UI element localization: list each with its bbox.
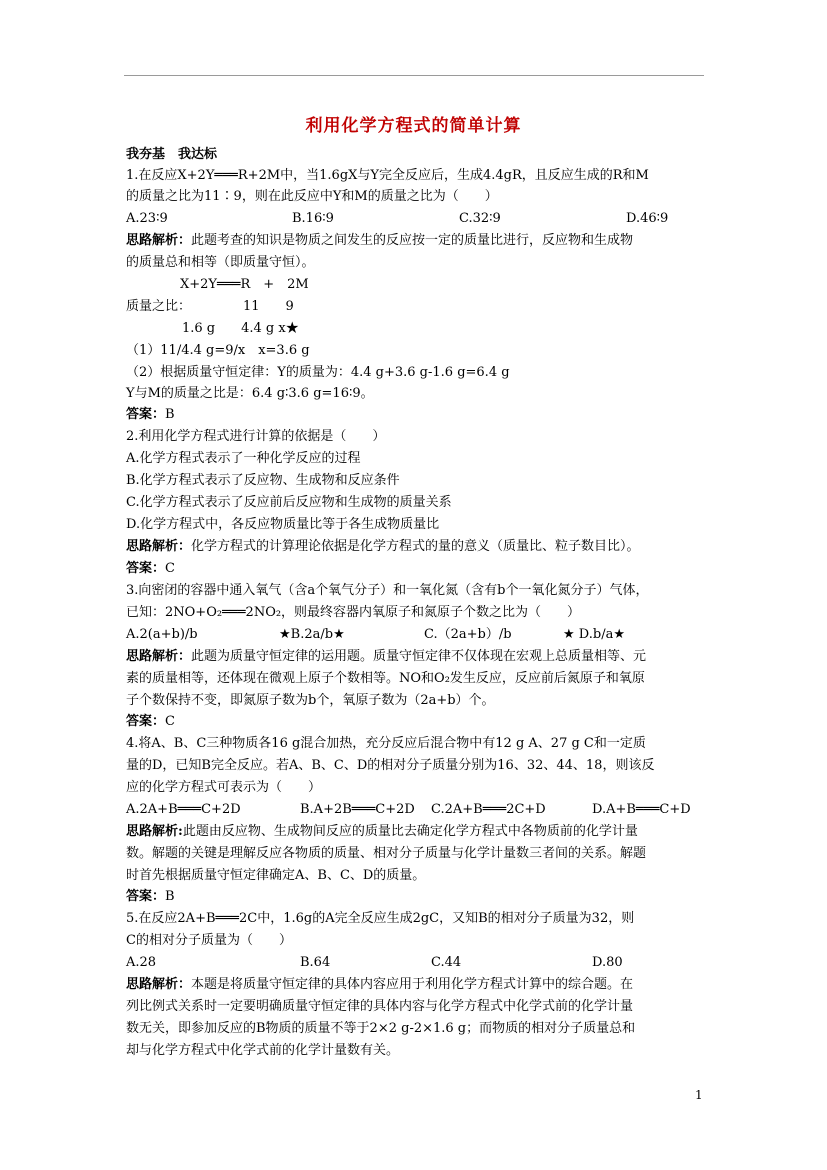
q1-option-c: C.32∶9	[459, 211, 501, 226]
q4-option-c: C.2A+B═══2C+D	[431, 802, 546, 817]
q3-answer	[126, 712, 175, 732]
section-heading: 我夯基 我达标	[126, 147, 218, 162]
q4-stem-line3: 应的化学方程式可表示为（ ）	[126, 780, 322, 795]
q5-option-a: A.28	[126, 955, 157, 970]
q2-stem: 2.利用化学方程式进行计算的依据是（ ）	[126, 429, 386, 444]
q1-option-a: A.23∶9	[126, 211, 168, 226]
q1-equation: X+2Y═══R + 2M	[180, 277, 309, 292]
q4-analysis-line3: 时首先根据质量守恒定律确定A、B、C、D的质量。	[126, 868, 426, 883]
q1-analysis-label: 思路解析：	[126, 233, 192, 248]
q3-option-b: ★B.2a/b★	[279, 627, 345, 642]
q5-analysis-line4: 却与化学方程式中化学式前的化学计量数有关。	[126, 1043, 400, 1058]
q2-answer-value: C	[165, 561, 175, 576]
q1-answer	[126, 405, 175, 425]
q4-option-d: D.A+B═══C+D	[592, 802, 691, 817]
q2-option-b: B.化学方程式表示了反应物、生成物和反应条件	[126, 473, 400, 488]
q4-option-b: B.A+2B═══C+2D	[300, 802, 415, 817]
q1-stem-line2: 的质量之比为11∶9，则在此反应中Y和M的质量之比为（ ）	[126, 189, 498, 204]
q4-analysis-text: 此题由反应物、生成物间反应的质量比去确定化学方程式中各物质前的化学计量	[182, 824, 638, 839]
q5-analysis-line3: 数无关，即参加反应的B物质的质量不等于2×2 g-2×1.6 g；而物质的相对分子质量总和	[126, 1021, 636, 1036]
q4-analysis-label: 思路解析:	[126, 824, 183, 839]
q3-answer-value: C	[165, 714, 175, 729]
q3-stem-line1: 3.向密闭的容器中通入氧气（含a个氧气分子）和一氧化氮（含有b个一氧化氮分子）气体，	[126, 583, 649, 598]
q3-analysis-label: 思路解析：	[126, 649, 192, 664]
q1-answer-label: 答案：	[126, 407, 166, 422]
q4-option-a: A.2A+B═══C+2D	[126, 802, 241, 817]
q4-analysis-line2: 数。解题的关键是理解反应各物质的质量、相对分子质量与化学计量数三者间的关系。解题	[126, 846, 647, 861]
q3-analysis-line2: 素的质量相等，还体现在微观上原子个数相等。NO和O₂发生反应，反应前后氮原子和氧原	[126, 671, 645, 686]
q1-analysis-text: 此题考查的知识是物质之间发生的反应按一定的质量比进行，反应物和生成物	[191, 233, 634, 248]
q2-analysis	[126, 537, 640, 557]
q1-step3: Y与M的质量之比是：6.4 g∶3.6 g=16∶9。	[126, 386, 374, 401]
q2-answer	[126, 559, 175, 579]
q3-stem-line2: 已知：2NO+O₂═══2NO₂，则最终容器内氧原子和氮原子个数之比为（ ）	[126, 605, 581, 620]
q1-masses: 1.6 g 4.4 g x★	[182, 321, 299, 336]
q1-step2: （2）根据质量守恒定律：Y的质量为：4.4 g+3.6 g-1.6 g=6.4 g	[126, 365, 510, 380]
q3-analysis-line3: 子个数保持不变，即氮原子数为b个，氧原子数为（2a+b）个。	[126, 693, 495, 708]
q4-analysis-line1	[126, 822, 638, 842]
q1-ratio-values: 11 9	[243, 299, 294, 314]
q1-answer-value: B	[165, 407, 175, 422]
q1-analysis-line1	[126, 231, 633, 251]
q3-answer-label: 答案：	[126, 714, 166, 729]
page-number: 1	[695, 1088, 703, 1102]
q2-option-a: A.化学方程式表示了一种化学反应的过程	[126, 451, 361, 466]
q4-stem-line2: 量的D，已知B完全反应。若A、B、C、D的相对分子质量分别为16、32、44、18，则该反	[126, 758, 655, 773]
q3-analysis-line1	[126, 647, 646, 667]
document-title: 利用化学方程式的简单计算	[305, 116, 522, 136]
q5-analysis-line1	[126, 975, 633, 995]
q1-step1: （1）11/4.4 g=9/x x=3.6 g	[126, 343, 310, 358]
q1-analysis-line2: 的质量总和相等（即质量守恒）。	[126, 255, 315, 270]
q3-analysis-text: 此题为质量守恒定律的运用题。质量守恒定律不仅体现在宏观上总质量相等、元	[191, 649, 647, 664]
q5-analysis-text: 本题是将质量守恒定律的具体内容应用于利用化学方程式计算中的综合题。在	[191, 977, 634, 992]
q4-answer-label: 答案：	[126, 889, 166, 904]
q3-option-c: C.（2a+b）/b	[424, 627, 512, 642]
q4-answer-value: B	[165, 889, 175, 904]
q5-option-b: B.64	[300, 955, 331, 970]
header-rule	[124, 75, 704, 76]
q5-option-d: D.80	[592, 955, 623, 970]
q2-analysis-label: 思路解析：	[126, 539, 192, 554]
q1-option-d: D.46∶9	[626, 211, 669, 226]
q5-option-c: C.44	[431, 955, 462, 970]
q5-stem-line1: 5.在反应2A+B═══2C中，1.6g的A完全反应生成2gC，又知B的相对分子质量为32，则	[126, 911, 635, 926]
q2-analysis-text: 化学方程式的计算理论依据是化学方程式的量的意义（质量比、粒子数目比）。	[191, 539, 640, 554]
q3-option-d: ★ D.b/a★	[563, 627, 625, 642]
q1-stem-line1: 1.在反应X+2Y═══R+2M中，当1.6gX与Y完全反应后，生成4.4gR，且反应生成的R和M	[126, 168, 649, 183]
q1-ratio-label: 质量之比：	[126, 299, 192, 314]
q4-answer	[126, 887, 175, 907]
q5-analysis-label: 思路解析：	[126, 977, 192, 992]
q2-option-d: D.化学方程式中，各反应物质量比等于各生成物质量比	[126, 517, 440, 532]
q3-option-a: A.2(a+b)/b	[126, 627, 198, 642]
q4-stem-line1: 4.将A、B、C三种物质各16 g混合加热，充分反应后混合物中有12 g A、27 g C和一定质	[126, 736, 646, 751]
q1-option-b: B.16∶9	[292, 211, 334, 226]
q5-stem-line2: C的相对分子质量为（ ）	[126, 933, 292, 948]
q2-option-c: C.化学方程式表示了反应前后反应物和生成物的质量关系	[126, 495, 452, 510]
q2-answer-label: 答案：	[126, 561, 166, 576]
q5-analysis-line2: 列比例式关系时一定要明确质量守恒定律的具体内容与化学方程式中化学式前的化学计量	[126, 999, 634, 1014]
